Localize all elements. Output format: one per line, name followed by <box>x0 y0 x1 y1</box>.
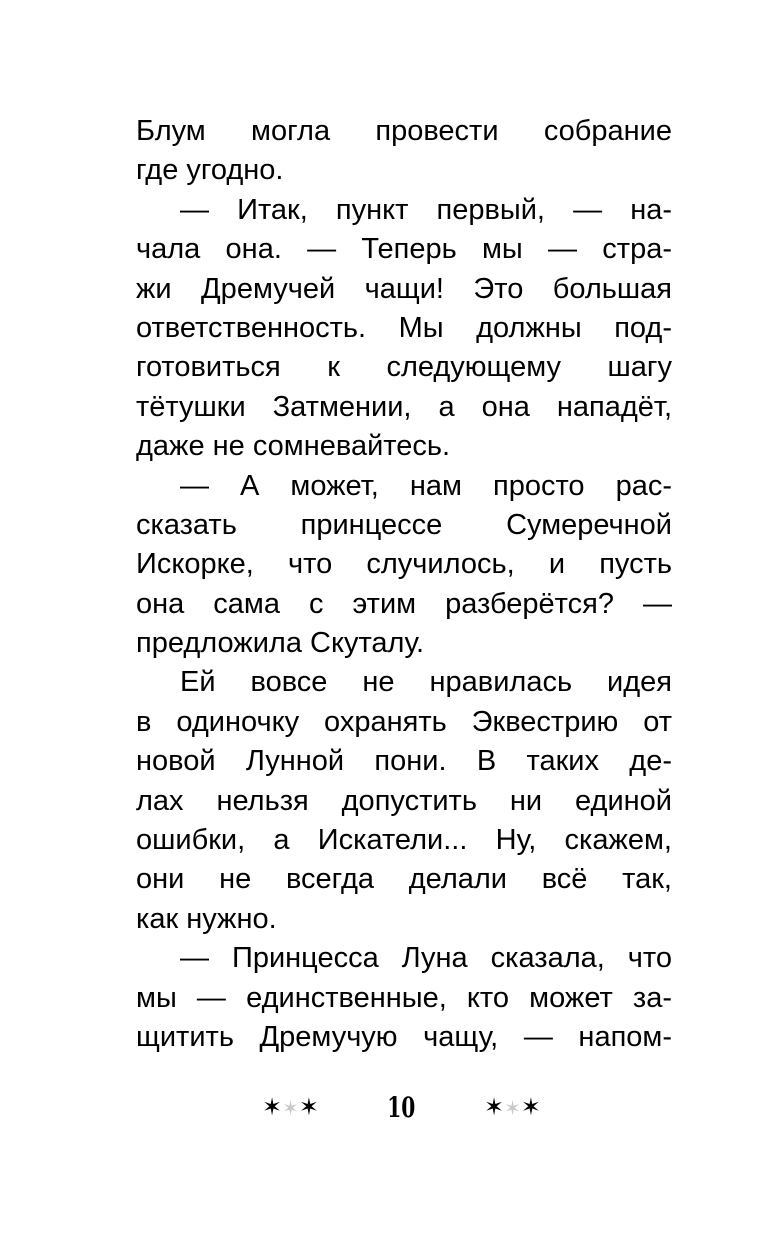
text-line: как нужно. <box>136 902 277 935</box>
text-line: готовиться к следующему шагу <box>136 351 672 384</box>
text-line: Блум могла провести собрание <box>136 115 672 147</box>
page-footer <box>0 1088 768 1128</box>
star-ornament-icon: ✶✶✶ <box>484 1094 541 1121</box>
text-line: она сама с этим разберётся? — <box>136 587 672 620</box>
text-line: даже не сомневайтесь. <box>136 430 451 463</box>
text-line: предложила Скуталу. <box>136 627 425 660</box>
text-line: щитить Дремучую чащу, — напом- <box>136 1020 672 1053</box>
text-line: — А может, нам просто рас- <box>180 469 672 502</box>
text-line: Ей вовсе не нравилась идея <box>180 666 672 699</box>
body-text <box>136 112 672 1057</box>
text-line: они не всегда делали всё так, <box>136 863 672 896</box>
text-line: Искорке, что случилось, и пусть <box>136 548 672 581</box>
text-line: ответственность. Мы должны под- <box>136 311 672 344</box>
page-number: 10 <box>387 1091 416 1124</box>
text-line: сказать принцессе Сумеречной <box>136 508 672 541</box>
text-line: новой Лунной пони. В таких де- <box>136 745 672 778</box>
text-line: — Принцесса Луна сказала, что <box>180 942 672 975</box>
text-line: тётушки Затмении, а она нападёт, <box>136 390 672 423</box>
text-line: — Итак, пункт первый, — на- <box>180 193 672 226</box>
text-line: ошибки, а Искатели... Ну, скажем, <box>136 824 672 857</box>
text-line: чала она. — Теперь мы — стра- <box>136 233 672 266</box>
text-line: мы — единственные, кто может за- <box>136 981 672 1014</box>
text-line: лах нельзя допустить ни единой <box>136 784 672 817</box>
star-ornament-icon: ✶✶✶ <box>262 1094 319 1121</box>
text-line: где угодно. <box>136 154 284 187</box>
text-line: жи Дремучей чащи! Это большая <box>136 272 672 305</box>
text-line: в одиночку охранять Эквестрию от <box>136 705 672 738</box>
